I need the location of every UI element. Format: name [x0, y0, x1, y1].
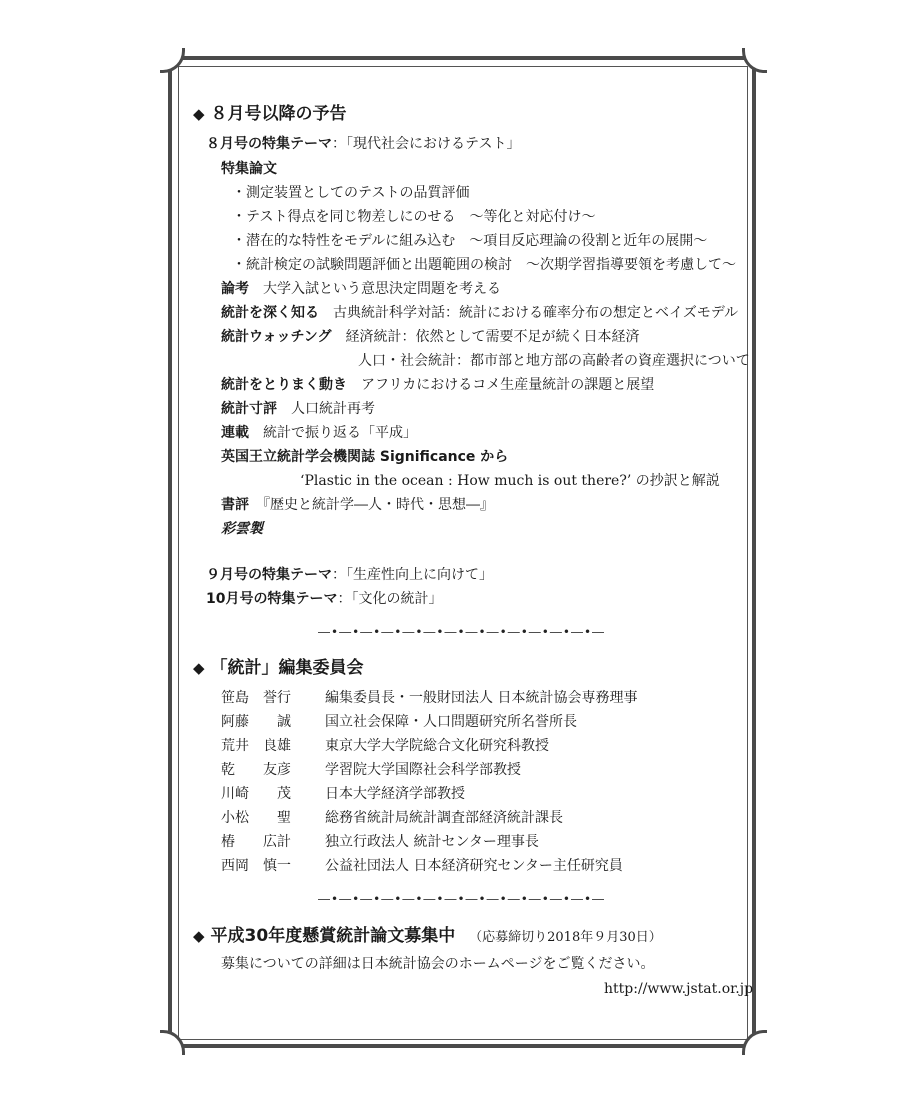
member-name: 川崎 茂 [221, 786, 291, 802]
diamond-bullet-icon: ◆ [193, 105, 205, 123]
paper-item: ・統計検定の試験問題評価と出題範囲の検討 ～次期学習指導要領を考慮して～ [232, 257, 736, 273]
diamond-bullet-icon: ◆ [193, 659, 205, 677]
significance-text: ‘Plastic in the ocean : How much is out there?’ の抄訳と解説 [300, 473, 720, 489]
aug-theme-line: ８月号の特集テーマ：「現代社会におけるテスト」 [206, 136, 521, 152]
dotted-separator: ―•―•―•―•―•―•―•―•―•―•―•―•―•― [318, 625, 606, 639]
significance-label: 英国王立統計学会機関誌 Significance から [221, 449, 509, 465]
member-name: 荒井 良雄 [221, 738, 291, 754]
member-role: 編集委員長・一般財団法人 日本統計協会専務理事 [325, 690, 638, 706]
member-name: 笹島 誉行 [221, 690, 291, 706]
member-role: 東京大学大学院総合文化研究科教授 [325, 738, 549, 754]
ronko-line: 論考 大学入試という意思決定問題を考える [221, 281, 501, 297]
section-heading-forecast: ◆ ８月号以降の予告 [193, 104, 347, 124]
fukaku-line: 統計を深く知る 古典統計科学対話：統計における確率分布の想定とベイズモデル [221, 305, 739, 321]
member-role: 学習院大学国際社会科学部教授 [325, 762, 521, 778]
oct-theme-line: 10月号の特集テーマ：「文化の統計」 [206, 591, 443, 607]
paper-item: ・テスト得点を同じ物差しにのせる ～等化と対応付け～ [232, 209, 596, 225]
member-role: 日本大学経済学部教授 [325, 786, 465, 802]
misc-label: 彩雲製 [221, 521, 263, 537]
member-role: 総務省統計局統計調査部経済統計課長 [325, 810, 563, 826]
watching-line-2: 人口・社会統計：都市部と地方部の高齢者の資産選択について [358, 353, 750, 369]
paper-item: ・測定装置としてのテストの品質評価 [232, 185, 470, 201]
watching-line: 統計ウォッチング 経済統計：依然として需要不足が続く日本経済 [221, 329, 640, 345]
diamond-bullet-icon: ◆ [193, 927, 205, 945]
website-link[interactable]: http://www.jstat.or.jp [604, 981, 754, 997]
special-papers-title: 特集論文 [221, 161, 277, 177]
member-role: 公益社団法人 日本経済研究センター主任研究員 [325, 858, 623, 874]
member-role: 国立社会保障・人口問題研究所名誉所長 [325, 714, 577, 730]
contest-body: 募集についての詳細は日本統計協会のホームページをご覧ください。 [221, 956, 655, 972]
paper-item: ・潜在的な特性をモデルに組み込む ～項目反応理論の役割と近年の展開～ [232, 233, 708, 249]
dotted-separator: ―•―•―•―•―•―•―•―•―•―•―•―•―•― [318, 892, 606, 906]
rensai-line: 連載 統計で振り返る「平成」 [221, 425, 417, 441]
torimaku-line: 統計をとりまく動き アフリカにおけるコメ生産量統計の課題と展望 [221, 377, 655, 393]
member-name: 椿 広計 [221, 834, 291, 850]
sunpyo-line: 統計寸評 人口統計再考 [221, 401, 375, 417]
sep-theme-line: ９月号の特集テーマ：「生産性向上に向けて」 [206, 567, 493, 583]
member-name: 乾 友彦 [221, 762, 291, 778]
member-name: 阿藤 誠 [221, 714, 291, 730]
member-name: 小松 聖 [221, 810, 291, 826]
contest-deadline: （応募締切り2018年９月30日） [469, 930, 662, 945]
shohyo-line: 書評 『歴史と統計学―人・時代・思想―』 [221, 497, 494, 513]
member-role: 独立行政法人 統計センター理事長 [325, 834, 539, 850]
section-heading-contest: ◆ 平成30年度懸賞統計論文募集中 （応募締切り2018年９月30日） [193, 926, 662, 946]
section-heading-committee: ◆ 「統計」編集委員会 [193, 658, 364, 678]
member-name: 西岡 慎一 [221, 858, 291, 874]
